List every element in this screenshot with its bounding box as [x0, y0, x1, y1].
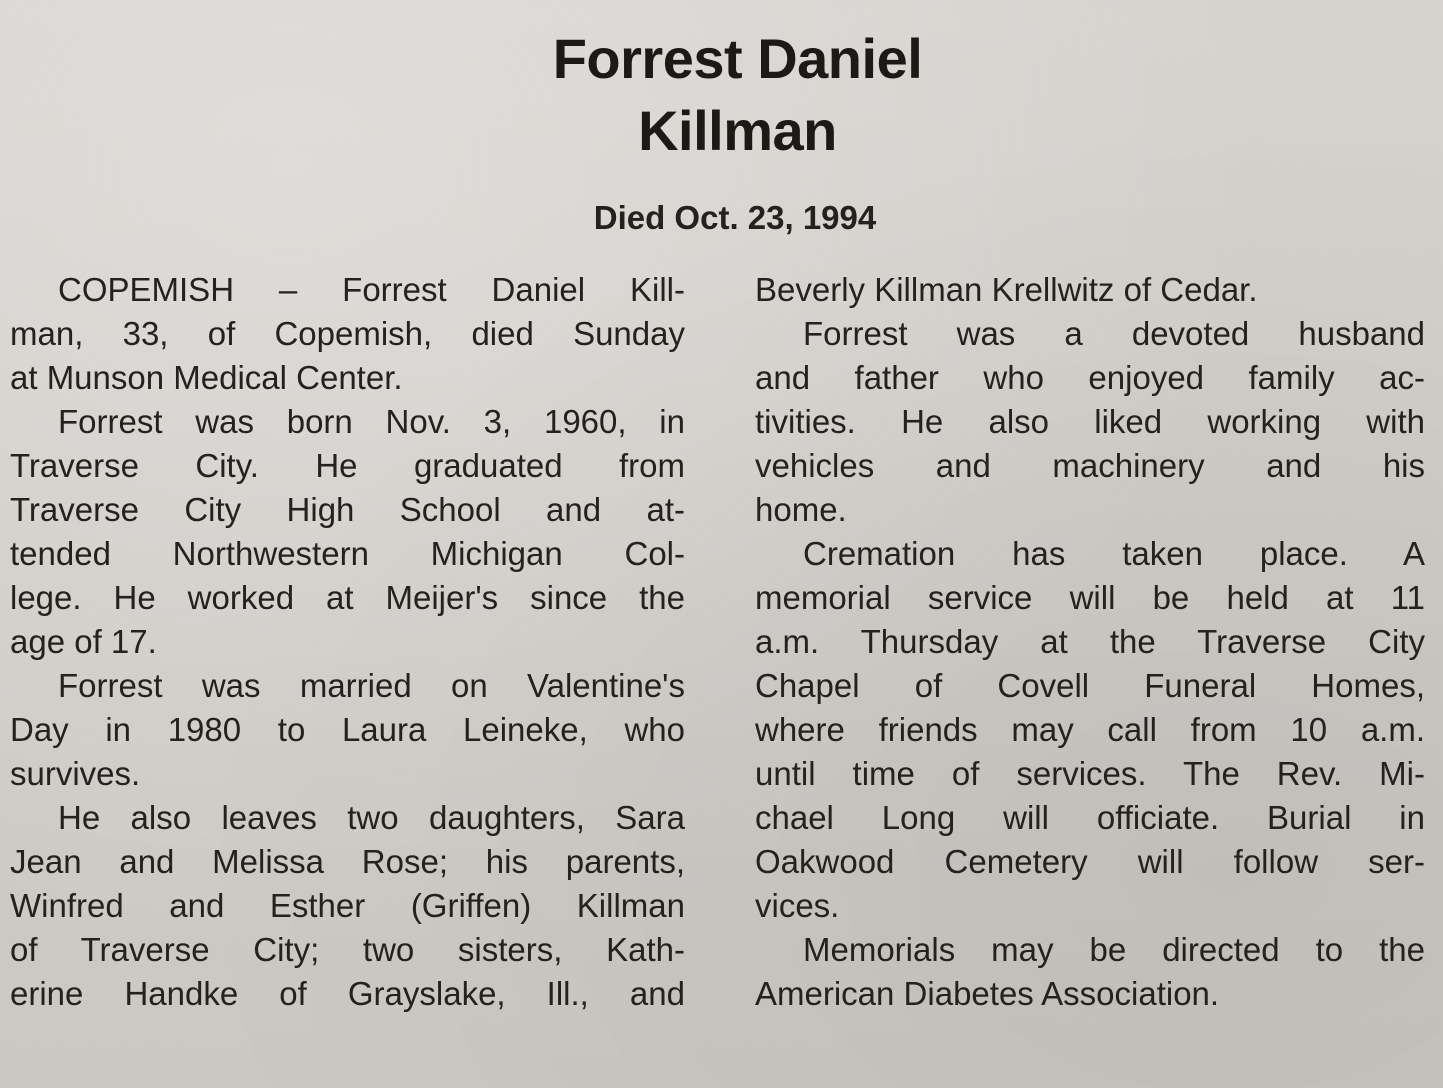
text-line: Jean and Melissa Rose; his parents, — [10, 843, 685, 880]
text-line: where friends may call from 10 a.m. — [755, 711, 1425, 748]
text-line: Day in 1980 to Laura Leineke, who — [10, 711, 685, 748]
death-dateline: Died Oct. 23, 1994 — [593, 199, 877, 236]
text-line: COPEMISH – Forrest Daniel Kill- — [58, 271, 685, 308]
text-line: Cremation has taken place. A — [803, 535, 1425, 572]
text-line: Forrest was married on Valentine's — [58, 667, 685, 704]
text-line: erine Handke of Grayslake, Ill., and — [10, 975, 685, 1012]
text-line: memorial service will be held at 11 — [755, 579, 1425, 616]
text-line: He also leaves two daughters, Sara — [58, 799, 685, 836]
text-line: vices. — [755, 887, 840, 924]
obituary-title-line-1: Forrest Daniel — [552, 27, 923, 90]
text-line: tended Northwestern Michigan Col- — [10, 535, 685, 572]
text-line: home. — [755, 491, 847, 528]
text-line: lege. He worked at Meijer's since the — [10, 579, 685, 616]
text-line: vehicles and machinery and his — [755, 447, 1425, 484]
text-line: age of 17. — [10, 623, 157, 660]
text-line: Forrest was born Nov. 3, 1960, in — [58, 403, 685, 440]
text-line: Oakwood Cemetery will follow ser- — [755, 843, 1425, 880]
text-line: Winfred and Esther (Griffen) Killman — [10, 887, 685, 924]
text-line: chael Long will officiate. Burial in — [755, 799, 1425, 836]
text-line: Chapel of Covell Funeral Homes, — [755, 667, 1425, 704]
text-line: survives. — [10, 755, 141, 792]
text-line: at Munson Medical Center. — [10, 359, 403, 396]
text-line: Forrest was a devoted husband — [803, 315, 1425, 352]
text-line: Traverse City High School and at- — [10, 491, 685, 528]
text-line: tivities. He also liked working with — [755, 403, 1425, 440]
text-line: Beverly Killman Krellwitz of Cedar. — [755, 271, 1258, 308]
text-line: a.m. Thursday at the Traverse City — [755, 623, 1425, 660]
text-line: Memorials may be directed to the — [803, 931, 1425, 968]
text-line: Traverse City. He graduated from — [10, 447, 685, 484]
obituary-column-left — [10, 268, 685, 1016]
text-line: American Diabetes Association. — [755, 975, 1220, 1012]
text-line: and father who enjoyed family ac- — [755, 359, 1425, 396]
obituary-title-line-2: Killman — [638, 99, 837, 162]
text-line: of Traverse City; two sisters, Kath- — [10, 931, 685, 968]
obituary-column-right — [755, 268, 1425, 1016]
text-line: until time of services. The Rev. Mi- — [755, 755, 1425, 792]
text-line: man, 33, of Copemish, died Sunday — [10, 315, 685, 352]
